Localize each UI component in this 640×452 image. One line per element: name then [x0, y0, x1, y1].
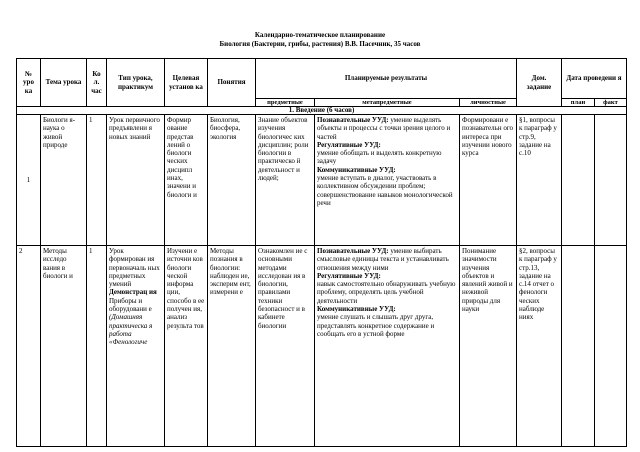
header-concepts: Понятия [208, 59, 256, 107]
lesson-homework: §2, вопросы к параграф у стр.13, задание на с.14 отчет о фенологи ческих наблюде ниях [517, 246, 562, 447]
header-fact: факт [595, 99, 627, 107]
lesson-goal: Изучени е источни ков биологи ческой информа ции, способо в ее получен ия, анализ результа тов [165, 246, 208, 447]
header-meta: метапредметные [315, 99, 460, 107]
thematic-plan-table [16, 58, 627, 447]
header-subject: предметные [256, 99, 315, 107]
meta-communicative-text: умение вступать в диалог, участвовать в коллективном обсуждении проблем; совершенствование навыков монологической речи [317, 174, 453, 207]
lesson-topic: Биологи я-наука о живой природе [41, 115, 87, 246]
lesson-home-practical: (Домашняя практическа я работа «Фенологиче [109, 313, 153, 347]
lesson-date-fact [595, 246, 627, 447]
section-title: 1. Введение (6 часов) [17, 107, 627, 115]
meta-cognitive-heading: Познавательные УУД: [317, 116, 389, 124]
lesson-date-plan [562, 246, 595, 447]
header-results: Планируемые результаты [256, 59, 517, 99]
lesson-subject-results: Ознакомлен ие с основными методами исследован ия в биологии, правилами техники безопасност и в кабинете биологии [256, 246, 315, 447]
header-homework: Дом. задание [517, 59, 562, 107]
meta-regulatory-text: навык самостоятельно обнаруживать учебную проблему, определять цель учебной деятельности [317, 280, 456, 305]
lesson-type [107, 246, 165, 447]
page-title-line2: Биология (Бактерии, грибы, растения) В.В. Пасечник, 35 часов [219, 40, 421, 48]
header-plan: план [562, 99, 595, 107]
header-date: Дата проведени я [562, 59, 627, 99]
meta-communicative-heading: Коммуникативные УУД: [317, 165, 396, 174]
lesson-type: Урок первичного предъявлени я новых знаний [107, 115, 165, 246]
lesson-concepts: Методы познания в биологии: наблюден ие, эксперим ент, измерени е [208, 246, 256, 447]
lesson-equipment: Приборы и оборудовани е [109, 296, 152, 314]
lesson-type-text: Урок формирован ия первоначаль ных предметных умений [109, 247, 160, 289]
meta-communicative-heading: Коммуникативные УУД: [317, 305, 396, 314]
lesson-number: 1 [17, 115, 41, 246]
lesson-concepts: Биология, биосфера, экология [208, 115, 256, 246]
header-hours: Ко л. час [87, 59, 107, 107]
meta-cognitive-heading: Познавательные УУД: [317, 247, 389, 255]
lesson-topic: Методы исследо вания в биологи и [41, 246, 87, 447]
lesson-number: 2 [17, 246, 41, 447]
lesson-meta-results [315, 246, 460, 447]
header-topic: Тема урока [41, 59, 87, 107]
lesson-subject-results: Знание объектов изучения биологичес ких дисциплин; роли биологии в практическо й деятельност и людей; [256, 115, 315, 246]
lesson-personal-results: Формировани е познавательн ого интереса при изучении нового курса [460, 115, 517, 246]
header-goal: Целевая установ ка [165, 59, 208, 107]
meta-regulatory-heading: Регулятивные УУД: [317, 271, 381, 280]
lesson-goal: Формир ование представ лений о биологи ческих дисципл инах, значени и биологи и [165, 115, 208, 246]
lesson-hours: 1 [87, 246, 107, 447]
page-title-line1: Календарно-тематическое планирование [254, 31, 386, 39]
lesson-hours: 1 [87, 115, 107, 246]
meta-communicative-text: умение слушать и слышать друг друга, представлять конкретное содержание и сообщать его в устной форме [317, 313, 435, 338]
header-num: № уро ка [17, 59, 41, 107]
meta-cognitive-text: умение выбирать смысловые единицы текста и устанавливать отношения между ними [317, 247, 449, 272]
table-row [17, 115, 627, 246]
lesson-homework: §1, вопросы к параграф у стр.9, задание на с.10 [517, 115, 562, 246]
meta-regulatory-text: умение обобщать и выделять конкретную задачу [317, 149, 442, 166]
table-row [17, 246, 627, 447]
header-type: Тип урока, практикум [107, 59, 165, 107]
lesson-date-plan [562, 115, 595, 246]
header-personal: личностные [460, 99, 517, 107]
lesson-demo-label: Демонстрац ия [109, 288, 157, 297]
lesson-meta-results [315, 115, 460, 246]
meta-regulatory-heading: Регулятивные УУД: [317, 140, 381, 149]
lesson-date-fact [595, 115, 627, 246]
lesson-personal-results: Понимание значимости изучения объектов и явлений живой и неживой природы для науки [460, 246, 517, 447]
meta-cognitive-text: умение выделять объекты и процессы с точки зрения целого и частей [317, 116, 451, 141]
